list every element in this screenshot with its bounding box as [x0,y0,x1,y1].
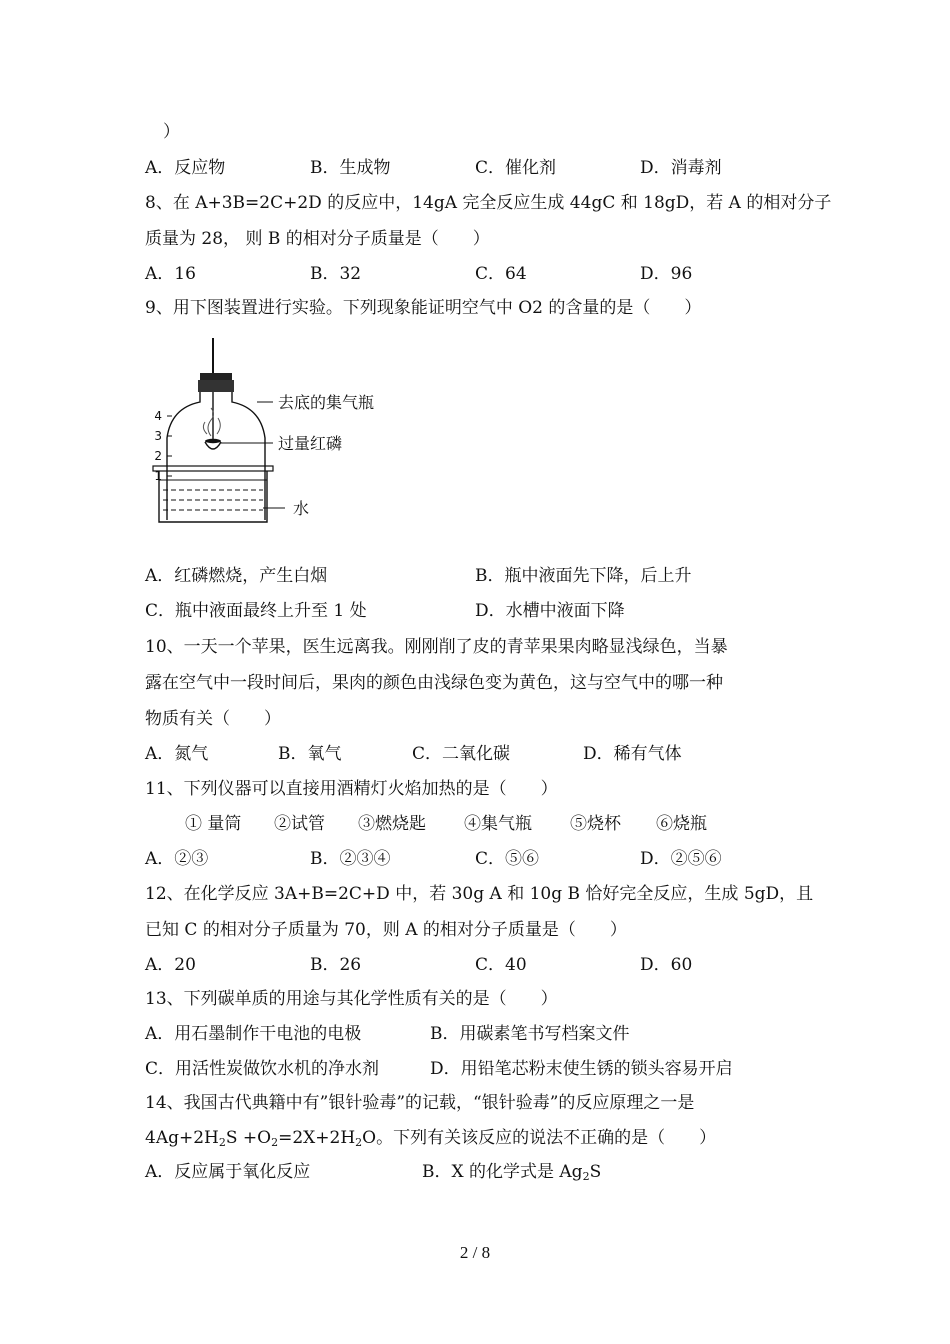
q10-option-c: C．二氧化碳 [412,744,511,764]
optb-sub: 2 [582,1170,590,1183]
eq-part-c: =2X+2H [278,1128,356,1148]
scale-tick-4: 4 [154,409,162,423]
optb-part-a: B．X 的化学式是 Ag [422,1162,583,1182]
label-red-phosphorus: 过量红磷 [278,434,343,453]
q7-option-b: B．生成物 [310,158,391,178]
q11-item-3: ③燃烧匙 [358,814,426,834]
q7-tail: ） [163,122,180,142]
q8-option-b: B．32 [310,264,362,284]
q13-option-a: A．用石墨制作干电池的电极 [145,1024,362,1044]
q10-line-1: 10、一天一个苹果，医生远离我。刚刚削了皮的青苹果果肉略显浅绿色，当暴 [145,637,728,657]
q8-line-1: 8、在 A+3B=2C+2D 的反应中，14gA 完全反应生成 44gC 和 18gD，若 A 的相对分子 [145,193,832,213]
q12-line-2: 已知 C 的相对分子质量为 70，则 A 的相对分子质量是（ ） [145,920,627,940]
q7-option-d: D．消毒剂 [640,158,722,178]
q12-option-c: C．40 [475,955,527,975]
q14-equation-line [145,1127,716,1149]
q8-option-c: C．64 [475,264,527,284]
q13-line-1: 13、下列碳单质的用途与其化学性质有关的是（ ） [145,989,558,1009]
eq-sub-3: 2 [355,1136,363,1149]
q10-line-2: 露在空气中一段时间后，果肉的颜色由浅绿色变为黄色，这与空气中的哪一种 [145,673,723,693]
q13-option-c: C．用活性炭做饮水机的净水剂 [145,1059,380,1079]
scale-tick-2: 2 [154,449,162,463]
label-water: 水 [293,499,310,518]
q11-item-5: ⑤烧杯 [570,814,621,834]
eq-part-b: S +O [225,1128,272,1148]
q9-option-d: D．水槽中液面下降 [475,601,625,621]
eq-part-a: 4Ag+2H [145,1128,219,1148]
eq-sub-1: 2 [218,1136,226,1149]
q8-option-d: D．96 [640,264,693,284]
q13-option-d: D．用铅笔芯粉末使生锈的锁头容易开启 [430,1059,733,1079]
q9-option-a: A．红磷燃烧，产生白烟 [145,566,328,586]
q14-option-a: A．反应属于氧化反应 [145,1162,311,1182]
q11-item-6: ⑥烧瓶 [656,814,707,834]
q11-line-1: 11、下列仪器可以直接用酒精灯火焰加热的是（ ） [145,779,558,799]
q10-line-3: 物质有关（ ） [145,709,281,729]
scale-tick-1: 1 [154,469,162,483]
q10-option-b: B．氧气 [278,744,342,764]
q9-line-1: 9、用下图装置进行实验。下列现象能证明空气中 O2 的含量的是（ ） [145,298,702,318]
q8-line-2: 质量为 28， 则 B 的相对分子质量是（ ） [145,229,490,249]
eq-sub-2: 2 [271,1136,279,1149]
q9-option-b: B．瓶中液面先下降，后上升 [475,566,692,586]
q10-option-d: D．稀有气体 [583,744,682,764]
q7-option-a: A．反应物 [145,158,226,178]
q11-option-c: C．⑤⑥ [475,849,540,869]
optb-part-b: S [589,1162,602,1182]
q11-item-1: ① 量筒 [185,814,242,834]
q14-option-b [422,1161,601,1183]
q11-option-a: A．②③ [145,849,209,869]
q11-option-d: D．②⑤⑥ [640,849,722,869]
q8-option-a: A．16 [145,264,196,284]
q13-option-b: B．用碳素笔书写档案文件 [430,1024,630,1044]
q12-option-a: A．20 [145,955,196,975]
q12-option-d: D．60 [640,955,693,975]
q9-option-c: C．瓶中液面最终上升至 1 处 [145,601,367,621]
q12-option-b: B．26 [310,955,362,975]
scale-tick-3: 3 [154,429,162,443]
label-bottomless-jar: 去底的集气瓶 [278,393,375,412]
q7-option-c: C．催化剂 [475,158,557,178]
q11-option-b: B．②③④ [310,849,391,869]
page-number: 2 / 8 [459,1243,491,1262]
q11-item-4: ④集气瓶 [464,814,532,834]
q11-item-2: ②试管 [274,814,325,834]
eq-part-d: O。下列有关该反应的说法不正确的是（ ） [362,1128,717,1148]
apparatus-diagram [145,330,405,530]
q12-line-1: 12、在化学反应 3A+B=2C+D 中，若 30g A 和 10g B 恰好完全反应，生成 5gD，且 [145,884,814,904]
q14-line-1: 14、我国古代典籍中有”银针验毒”的记载，“银针验毒”的反应原理之一是 [145,1093,695,1113]
q10-option-a: A．氮气 [145,744,209,764]
